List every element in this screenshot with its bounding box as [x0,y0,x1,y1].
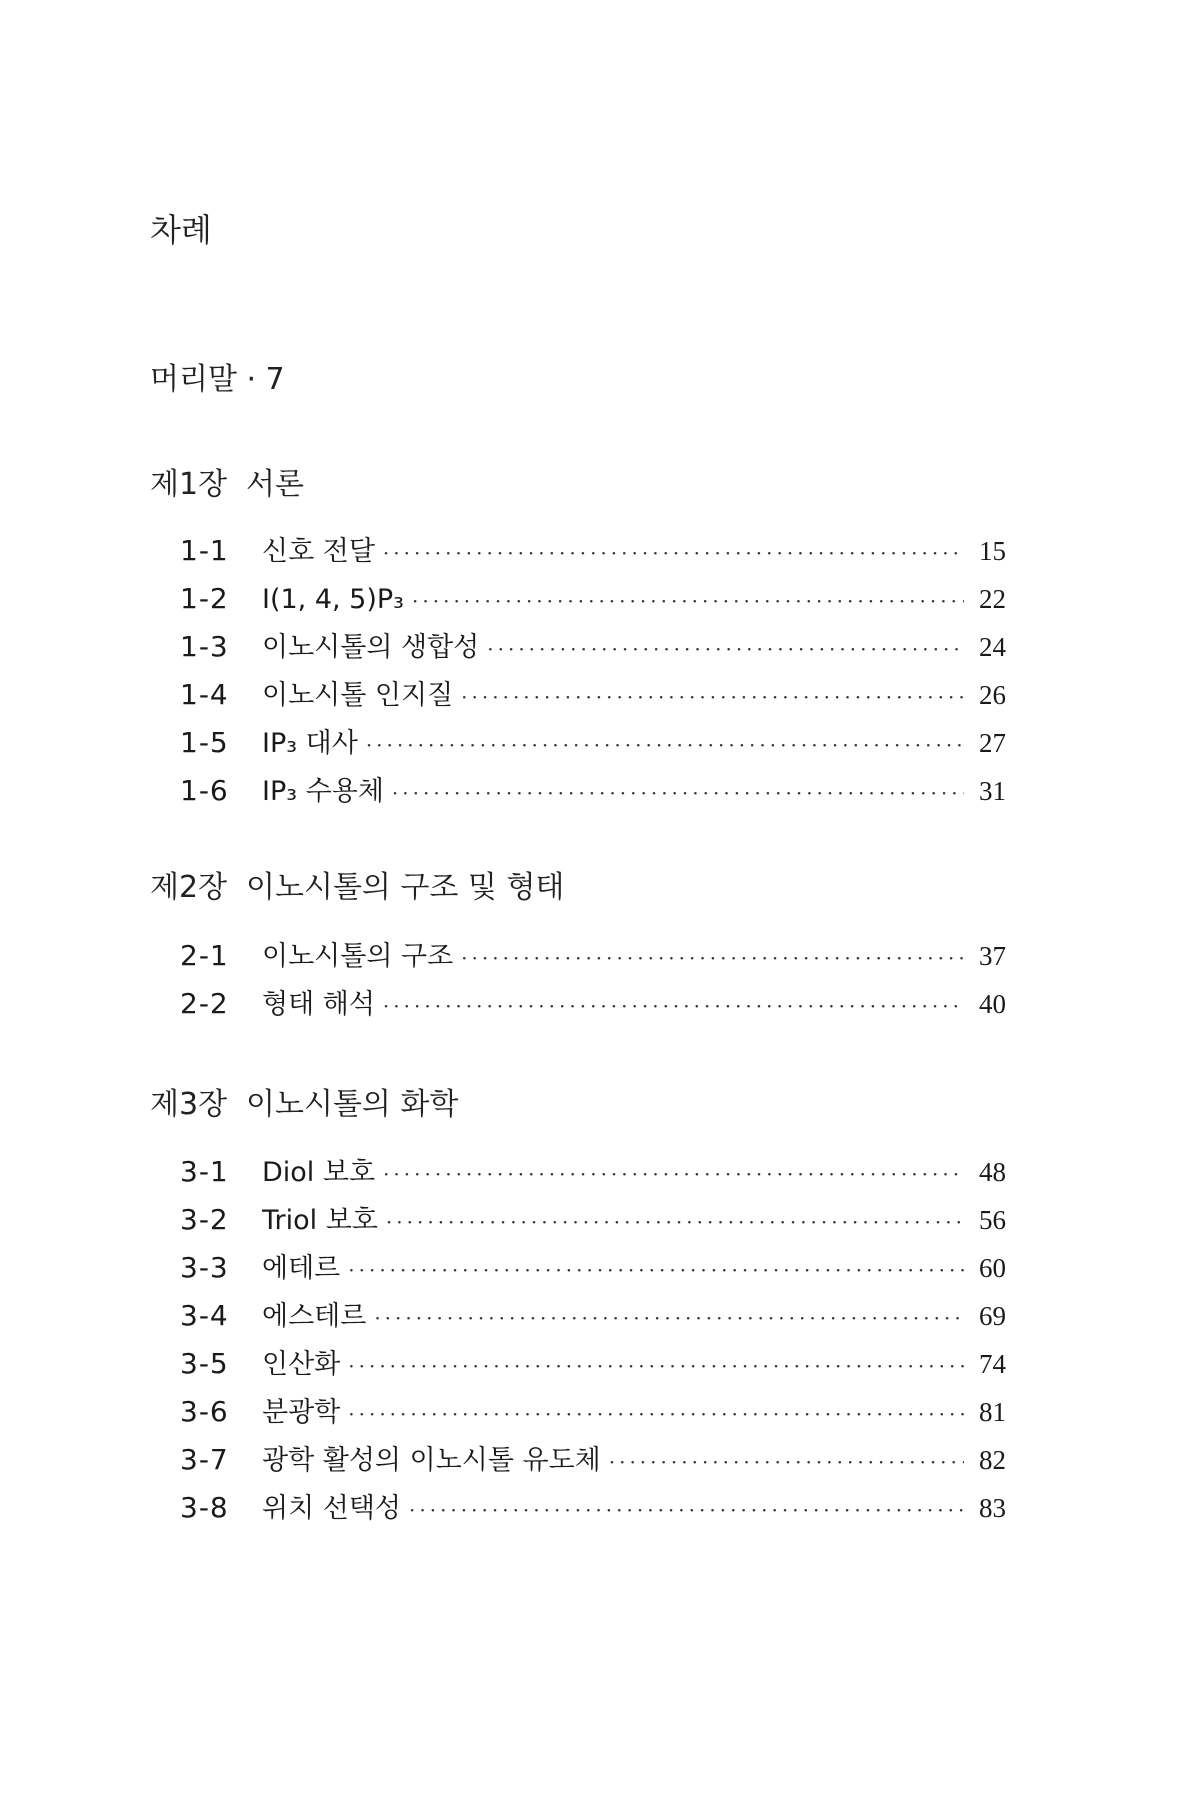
section-title: 분광학 [262,1397,341,1428]
dot-leader [461,673,964,721]
toc-entry[interactable] [180,527,1006,575]
section-title: I(1, 4, 5)P₃ [262,584,405,615]
section-number: 3-1 [180,1155,229,1188]
chapter-number: 제1장 [150,467,228,502]
page-number: 48 [979,1157,1006,1187]
section-number: 3-4 [180,1299,229,1332]
chapter-heading-2[interactable] [150,868,564,908]
toc-entry[interactable] [180,932,1006,980]
chapter-3-entries [180,1148,1006,1532]
toc-entry[interactable] [180,1292,1006,1340]
section-number: 1-4 [180,678,229,711]
dot-leader [383,529,964,577]
section-title: 에테르 [262,1253,341,1284]
toc-entry[interactable] [180,671,1006,719]
section-number: 3-6 [180,1395,229,1428]
section-number: 1-2 [180,582,229,615]
dot-leader [383,1150,964,1198]
dot-leader [348,1390,964,1438]
page-number: 56 [979,1205,1006,1235]
page-number: 27 [979,728,1006,758]
page-number: 24 [979,632,1006,662]
page-number: 81 [979,1397,1006,1427]
section-title: 이노시톨의 구조 [262,941,454,972]
section-number: 3-3 [180,1251,229,1284]
chapter-number: 제3장 [150,1087,228,1122]
chapter-2-entries [180,932,1006,1028]
section-title: IP₃ 대사 [262,728,358,759]
toc-entry[interactable] [180,1388,1006,1436]
toc-entry[interactable] [180,1196,1006,1244]
dot-leader [392,769,964,817]
page-number: 69 [979,1301,1006,1331]
section-title: 인산화 [262,1349,341,1380]
section-number: 2-2 [180,987,229,1020]
section-title: 광학 활성의 이노시톨 유도체 [262,1445,601,1476]
section-number: 1-3 [180,630,229,663]
toc-entry[interactable] [180,1340,1006,1388]
dot-leader [487,625,964,673]
section-title: Diol 보호 [262,1157,376,1188]
page-number: 40 [979,989,1006,1019]
chapter-heading-3[interactable] [150,1085,458,1125]
page-number: 31 [979,776,1006,806]
toc-entry[interactable] [180,1148,1006,1196]
page-number: 37 [979,941,1006,971]
section-number: 1-6 [180,774,229,807]
dot-leader [409,1486,964,1534]
toc-entry[interactable] [180,1436,1006,1484]
section-number: 2-1 [180,939,229,972]
toc-entry[interactable] [180,623,1006,671]
section-number: 3-2 [180,1203,229,1236]
page-number: 83 [979,1493,1006,1523]
toc-entry[interactable] [180,1244,1006,1292]
chapter-1-entries [180,527,1006,815]
section-number: 3-7 [180,1443,229,1476]
section-title: 이노시톨 인지질 [262,680,454,711]
chapter-title: 이노시톨의 화학 [246,1087,459,1122]
toc-entry[interactable] [180,575,1006,623]
chapter-title: 이노시톨의 구조 및 형태 [246,870,565,905]
section-title: 에스테르 [262,1301,367,1332]
page-number: 15 [979,536,1006,566]
dot-leader [348,1246,964,1294]
chapter-number: 제2장 [150,870,228,905]
chapter-title: 서론 [246,467,304,502]
section-number: 1-5 [180,726,229,759]
page-number: 74 [979,1349,1006,1379]
dot-leader [383,982,964,1030]
chapter-heading-1[interactable] [150,465,304,505]
dot-leader [461,934,964,982]
page-number: 22 [979,584,1006,614]
dot-leader [366,721,964,769]
section-title: Triol 보호 [262,1205,378,1236]
dot-leader [374,1294,964,1342]
page-number: 60 [979,1253,1006,1283]
dot-leader [609,1438,964,1486]
section-title: IP₃ 수용체 [262,776,384,807]
section-title: 위치 선택성 [262,1493,401,1524]
page-title: 차례 [150,211,212,249]
toc-entry[interactable] [180,767,1006,815]
dot-leader [412,577,964,625]
dot-leader [386,1198,964,1246]
toc-entry[interactable] [180,719,1006,767]
toc-entry[interactable] [180,1484,1006,1532]
section-title: 이노시톨의 생합성 [262,632,480,663]
section-number: 3-5 [180,1347,229,1380]
toc-entry[interactable] [180,980,1006,1028]
page-number: 26 [979,680,1006,710]
section-title: 형태 해석 [262,989,375,1020]
dot-leader [348,1342,964,1390]
section-number: 3-8 [180,1491,229,1524]
preface-entry[interactable]: 머리말 · 7 [150,362,285,397]
section-number: 1-1 [180,534,229,567]
section-title: 신호 전달 [262,536,375,567]
page-number: 82 [979,1445,1006,1475]
